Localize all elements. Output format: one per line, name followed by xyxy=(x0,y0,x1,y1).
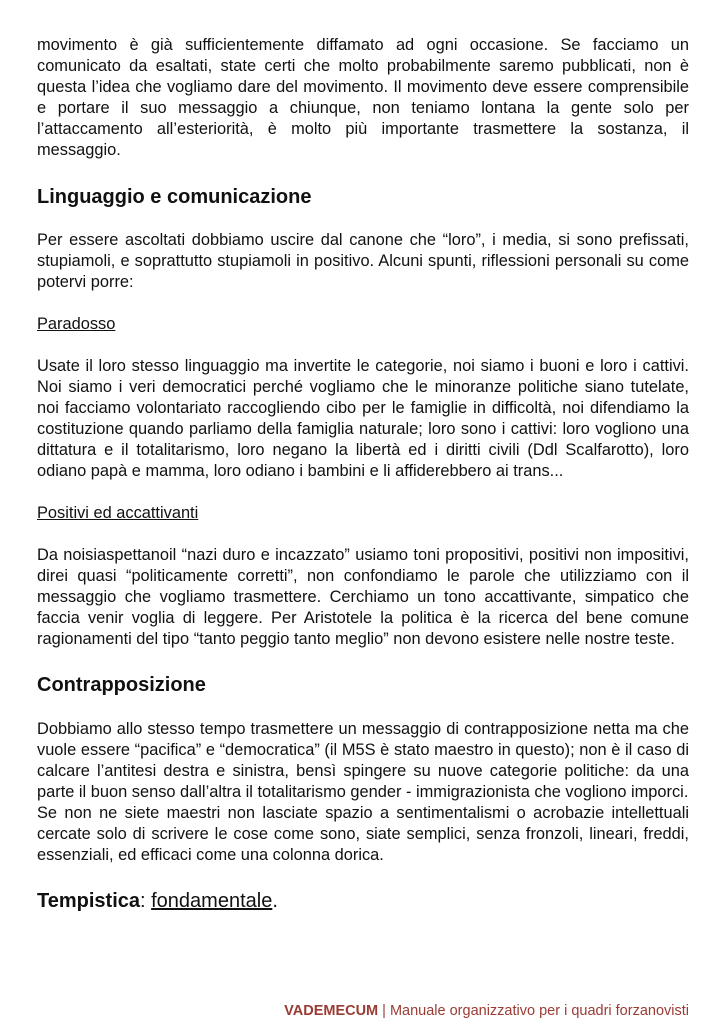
footer-subtitle: Manuale organizzativo per i quadri forzanovisti xyxy=(389,1003,689,1019)
contrapposizione-paragraph-2: Se non ne siete maestri non lasciate spazio a sentimentalismi o acrobazie intellettuali cercate solo di scrivere le cose come sono, siate semplici, senza fronzoli, lineari, freddi, essenziali, ed efficaci come una colonna dorica. xyxy=(37,804,689,864)
paradosso-paragraph: Usate il loro stesso linguaggio ma invertite le categorie, noi siamo i buoni e loro i cattivi. Noi siamo i veri democratici perché vogliamo che le minoranze politiche siano tutelate, noi facciamo volontariato raccogliendo cibo per le famiglie in difficoltà, noi difendiamo la costituzione quando parliamo della famiglia naturale; loro sono i cattivi: loro vogliono una dittatura e il totalitarismo, loro negano la libertà ed i diritti civili (Ddl Scalfarotto), loro odiano papà e mamma, loro odiano i bambini e li affiderebbero ai trans... xyxy=(37,357,689,480)
tempistica-line xyxy=(37,889,689,913)
tempistica-value: fondamentale xyxy=(151,890,273,912)
page-footer xyxy=(284,1002,689,1020)
footer-brand: VADEMECUM xyxy=(284,1003,379,1019)
heading-linguaggio: Linguaggio e comunicazione xyxy=(37,186,312,208)
linguaggio-paragraph: Per essere ascoltati dobbiamo uscire dal canone che “loro”, i media, si sono prefissati, stupiamoli, e soprattutto stupiamoli in positivo. Alcuni spunti, riflessioni personali su come potervi porre: xyxy=(37,231,689,291)
contrapposizione-paragraph-1: Dobbiamo allo stesso tempo trasmettere un messaggio di contrapposizione netta ma che vuole essere “pacifica” e “democratica” (il M5S è stato maestro in questo); non è il caso di calcare l’antitesi destra e sinistra, bensì spingere su nuove categorie politiche: da una parte il buon senso dall’altra il totalitarismo gender - immigrazionista che vogliono imporci. xyxy=(37,720,689,801)
footer-separator: | xyxy=(378,1003,390,1019)
tempistica-end: . xyxy=(272,890,278,912)
subheading-positivi: Positivi ed accattivanti xyxy=(37,504,199,522)
positivi-paragraph: Da noisiaspettanoil “nazi duro e incazzato” usiamo toni propositivi, positivi non impositivi, direi quasi “politicamente corretti”, non confondiamo le parole che utilizziamo con il messaggio che vogliamo trasmettere. Cerchiamo un tono accattivante, simpatico che faccia venir voglia di leggere. Per Aristotele la politica è la ricerca del bene comune ragionamenti del tipo “tanto peggio tanto meglio” non devono esistere nelle nostre teste. xyxy=(37,546,689,648)
tempistica-label: Tempistica xyxy=(37,890,140,912)
intro-paragraph: movimento è già sufficientemente diffamato ad ogni occasione. Se facciamo un comunicato da esaltati, state certi che molto probabilmente saremo pubblicati, non è questa l’idea che vogliamo dare del movimento. Il movimento deve essere comprensibile e portare il suo messaggio a chiunque, non teniamo lontana la gente solo per l’attaccamento all’esteriorità, è molto più importante trasmettere la sostanza, il messaggio. xyxy=(37,36,689,159)
tempistica-separator: : xyxy=(140,890,152,912)
document-page xyxy=(37,35,689,913)
heading-contrapposizione: Contrapposizione xyxy=(37,674,206,696)
subheading-paradosso: Paradosso xyxy=(37,315,116,333)
